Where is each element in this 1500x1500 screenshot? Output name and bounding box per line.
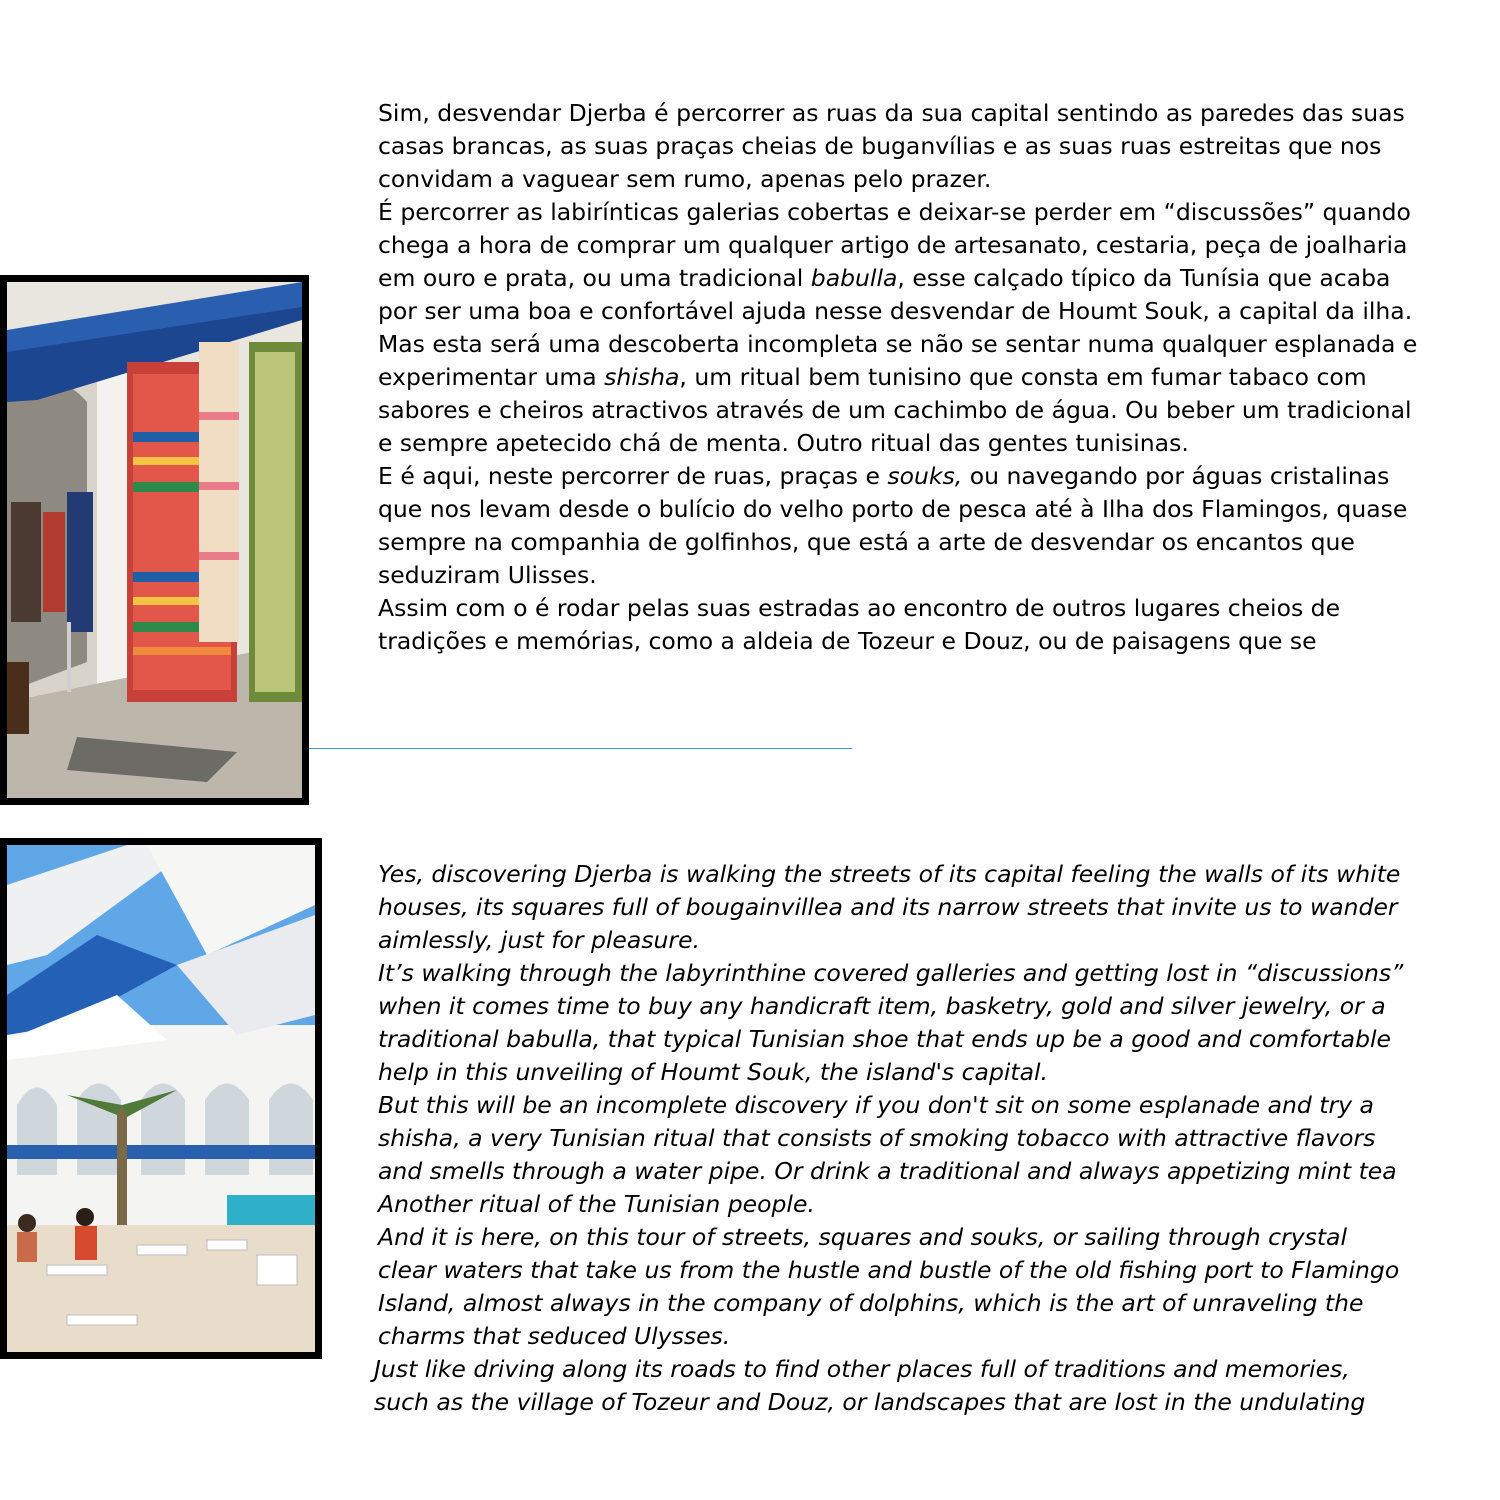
pt-line: tradições e memórias, como a aldeia de Tozeur e Douz, ou de paisagens que se	[378, 627, 1317, 655]
en-line: Another ritual of the Tunisian people.	[378, 1190, 815, 1218]
pt-line: que nos levam desde o bulício do velho porto de pesca até à Ilha dos Flamingos, quase	[378, 495, 1408, 523]
pt-italic-term: babulla	[810, 264, 898, 292]
en-line: charms that seduced Ulysses.	[378, 1322, 731, 1350]
en-line: It’s walking through the labyrinthine covered galleries and getting lost in “discussions”	[378, 959, 1404, 987]
pt-text-run: , um ritual bem tunisino que consta em fumar tabaco com	[679, 363, 1367, 391]
en-line: And it is here, on this tour of streets, squares and souks, or sailing through crystal	[378, 1223, 1347, 1251]
pt-line: É percorrer as labirínticas galerias cobertas e deixar-se perder em “discussões” quando	[378, 198, 1411, 226]
pt-italic-term: shisha	[604, 363, 680, 391]
divider-line	[309, 748, 852, 749]
pt-line: convidam a vaguear sem rumo, apenas pelo prazer.	[378, 165, 992, 193]
pt-text-run: E é aqui, neste percorrer de ruas, praças e	[378, 462, 888, 490]
pt-line: chega a hora de comprar um qualquer artigo de artesanato, cestaria, peça de joalharia	[378, 231, 1408, 259]
en-line: when it comes time to buy any handicraft item, basketry, gold and silver jewelry, or a	[378, 992, 1386, 1020]
pt-line: e sempre apetecido chá de menta. Outro ritual das gentes tunisinas.	[378, 429, 1189, 457]
pt-text-run: em ouro e prata, ou uma tradicional	[378, 264, 811, 292]
pt-line: Mas esta será uma descoberta incompleta se não se sentar numa qualquer esplanada e	[378, 330, 1418, 358]
pt-text-run: , esse calçado típico da Tunísia que acaba	[897, 264, 1391, 292]
pt-line: Assim com o é rodar pelas suas estradas ao encontro de outros lugares cheios de	[378, 594, 1341, 622]
pt-line: sabores e cheiros atractivos através de um cachimbo de água. Ou beber um tradicional	[378, 396, 1412, 424]
pt-line: Sim, desvendar Djerba é percorrer as ruas da sua capital sentindo as paredes das suas	[378, 99, 1405, 127]
en-line: aimlessly, just for pleasure.	[378, 926, 701, 954]
en-line: shisha, a very Tunisian ritual that consists of smoking tobacco with attractive flavors	[378, 1124, 1376, 1152]
english-text	[374, 858, 1438, 1419]
pt-italic-term: souks,	[887, 462, 963, 490]
en-line: Island, almost always in the company of dolphins, which is the art of unraveling the	[378, 1289, 1364, 1317]
pt-line	[378, 262, 1438, 295]
pt-line	[378, 361, 1438, 394]
en-line: such as the village of Tozeur and Douz, or landscapes that are lost in the undulating	[374, 1388, 1366, 1416]
pt-line: sempre na companhia de golfinhos, que está a arte de desvendar os encantos que	[378, 528, 1355, 556]
pt-line	[378, 460, 1438, 493]
en-line: Just like driving along its roads to find other places full of traditions and memories,	[374, 1355, 1350, 1383]
pt-line: casas brancas, as suas praças cheias de buganvílias e as suas ruas estreitas que nos	[378, 132, 1382, 160]
en-line: and smells through a water pipe. Or drink a traditional and always appetizing mint tea	[378, 1157, 1397, 1185]
pt-text-run: ou navegando por águas cristalinas	[962, 462, 1390, 490]
en-line: houses, its squares full of bougainvillea and its narrow streets that invite us to wander	[378, 893, 1398, 921]
pt-text-run: experimentar uma	[378, 363, 605, 391]
en-line: help in this unveiling of Houmt Souk, the island's capital.	[378, 1058, 1049, 1086]
courtyard-photo	[0, 838, 322, 1359]
souk-carpets-photo	[0, 275, 309, 805]
pt-line: por ser uma boa e confortável ajuda nesse desvendar de Houmt Souk, a capital da ilha.	[378, 297, 1413, 325]
en-line: clear waters that take us from the hustle and bustle of the old fishing port to Flamingo	[378, 1256, 1400, 1284]
pt-line: seduziram Ulisses.	[378, 561, 597, 589]
courtyard-illustration	[7, 845, 315, 1352]
en-line: But this will be an incomplete discovery if you don't sit on some esplanade and try a	[378, 1091, 1374, 1119]
en-line: traditional babulla, that typical Tunisian shoe that ends up be a good and comfortable	[378, 1025, 1391, 1053]
portuguese-text	[378, 97, 1438, 658]
souk-carpets-illustration	[7, 282, 302, 798]
en-line: Yes, discovering Djerba is walking the streets of its capital feeling the walls of its white	[378, 860, 1401, 888]
